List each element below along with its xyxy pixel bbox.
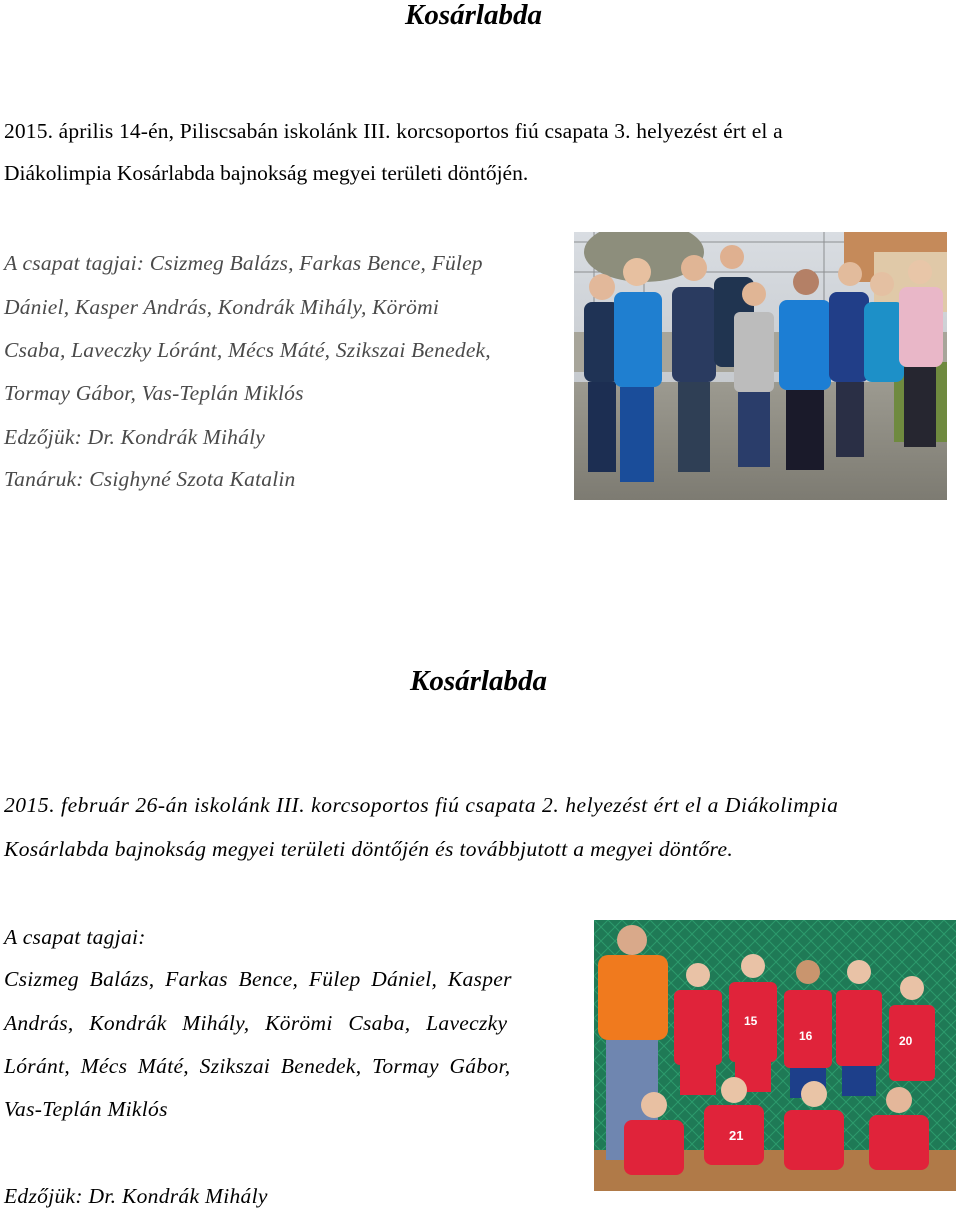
- section2-intro-line1: 2015. február 26-án iskolánk III. korcsoportos fiú csapata 2. helyezést ért el a Diákolimpia: [4, 793, 839, 817]
- team-photo-indoor: [594, 920, 956, 1191]
- section1-members-line1: A csapat tagjai: Csizmeg Balázs, Farkas Bence, Fülep: [4, 251, 483, 275]
- jersey-number-20: 20: [899, 1034, 913, 1048]
- team-photo-indoor-image: [594, 920, 956, 1191]
- section1-coach: Edzőjük: Dr. Kondrák Mihály: [4, 425, 265, 449]
- section2-members-line4: Vas-Teplán Miklós: [4, 1097, 168, 1121]
- jersey-number-15: 15: [744, 1014, 758, 1028]
- section2-intro-line2: Kosárlabda bajnokság megyei területi döntőjén és továbbjutott a megyei döntőre.: [4, 837, 734, 861]
- jersey-number-21: 21: [729, 1128, 744, 1143]
- section1-intro-line1: 2015. április 14-én, Piliscsabán iskolánk III. korcsoportos fiú csapata 3. helyezést ért el a: [4, 119, 783, 143]
- section1-teacher: Tanáruk: Csighyné Szota Katalin: [4, 467, 296, 491]
- section1-intro-line2: Diákolimpia Kosárlabda bajnokság megyei területi döntőjén.: [4, 161, 529, 185]
- section1-members-line3: Csaba, Laveczky Lóránt, Mécs Máté, Szikszai Benedek,: [4, 338, 491, 362]
- section2-coach: Edzőjük: Dr. Kondrák Mihály: [4, 1184, 268, 1208]
- section2-members-line2: András, Kondrák Mihály, Körömi Csaba, Laveczky: [4, 1011, 508, 1035]
- section2-members-line1: Csizmeg Balázs, Farkas Bence, Fülep Dániel, Kasper: [4, 967, 512, 991]
- section2-members-line3: Lóránt, Mécs Máté, Szikszai Benedek, Tormay Gábor,: [4, 1054, 511, 1078]
- section2-title: Kosárlabda: [410, 665, 547, 697]
- jersey-number-16: 16: [799, 1029, 813, 1043]
- section1-members-line2: Dániel, Kasper András, Kondrák Mihály, Körömi: [4, 295, 440, 319]
- section2-members-label: A csapat tagjai:: [4, 925, 146, 949]
- team-photo-outdoor-image: [574, 232, 947, 500]
- section1-members-line4: Tormay Gábor, Vas-Teplán Miklós: [4, 381, 304, 405]
- team-photo-outdoor: [574, 232, 947, 500]
- section1-title: Kosárlabda: [405, 0, 542, 31]
